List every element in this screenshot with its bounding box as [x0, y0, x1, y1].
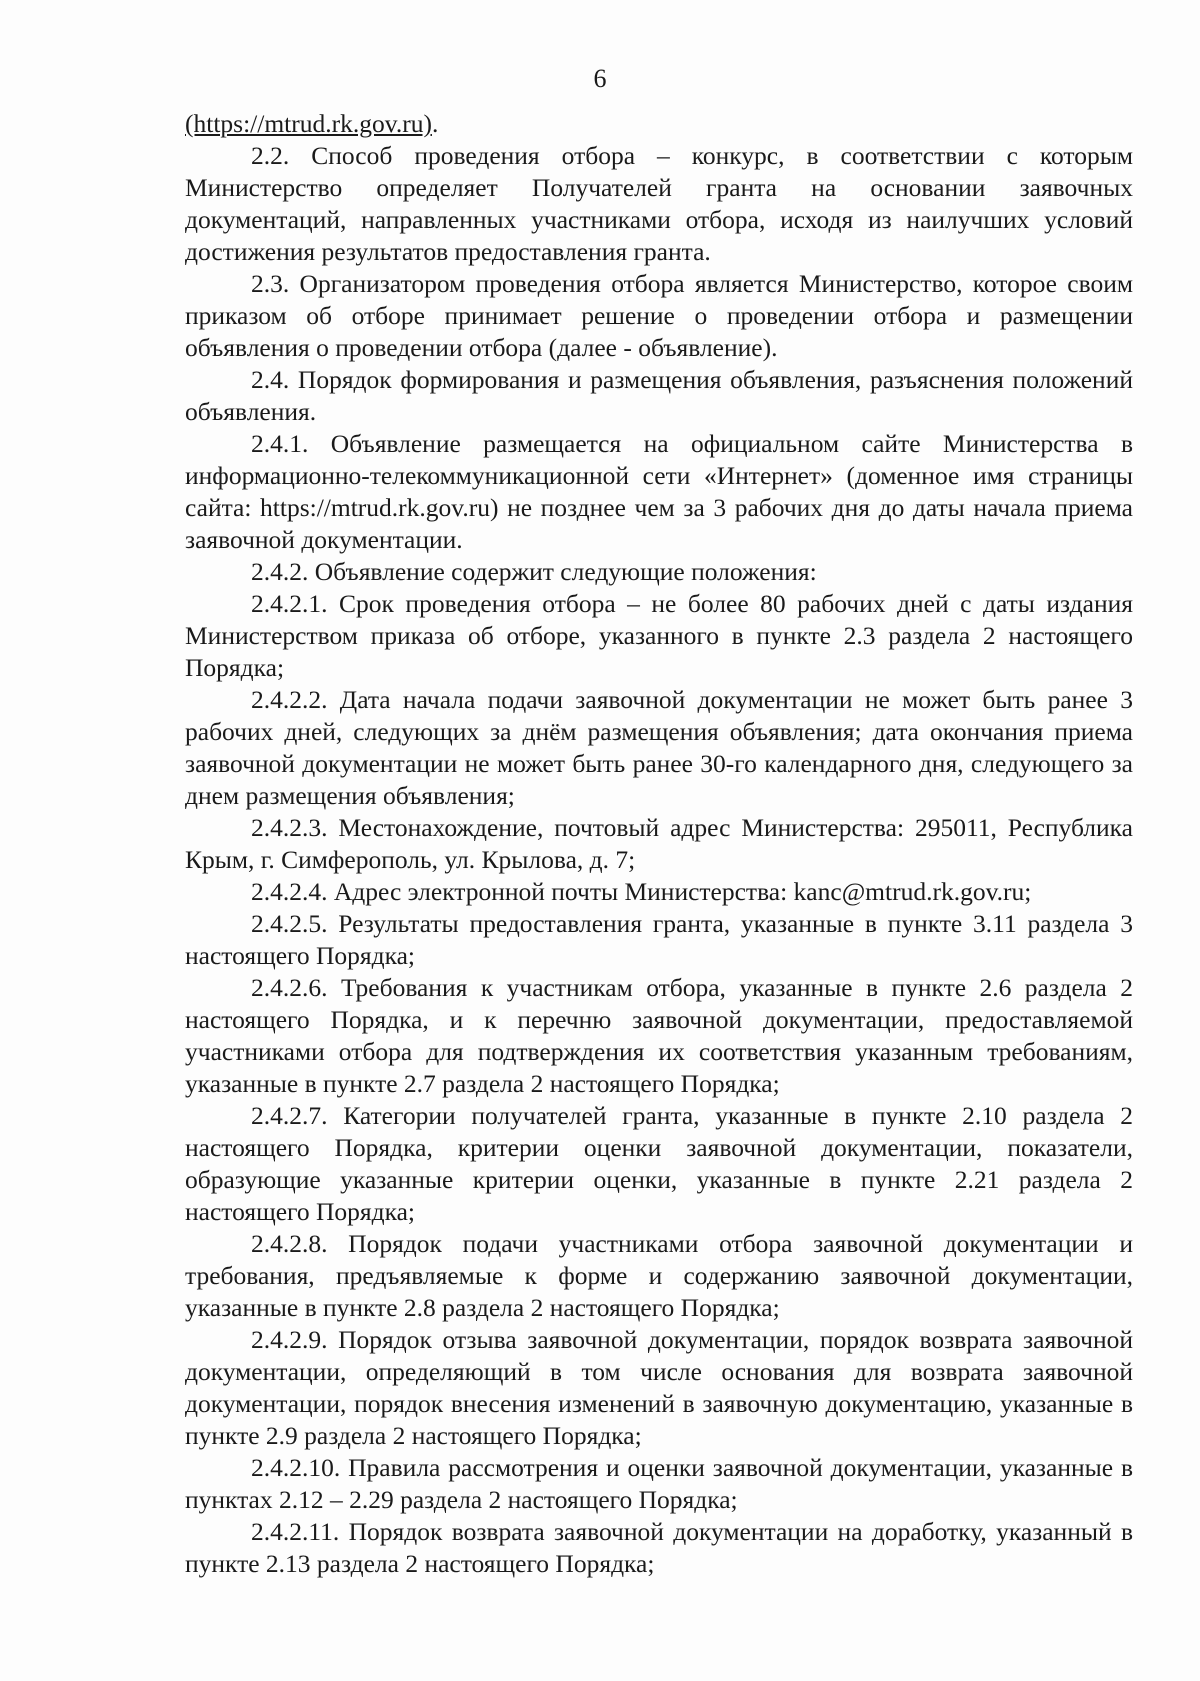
- paragraph-2-4-2-3: 2.4.2.3. Местонахождение, почтовый адрес Министерства: 295011, Республика Крым, г. Симферополь, ул. Крылова, д. 7;: [185, 813, 1133, 874]
- paragraph-2-4-2-6: 2.4.2.6. Требования к участникам отбора, указанные в пункте 2.6 раздела 2 настоящего Порядка, и к перечню заявочной документации, предоставляемой участниками отбора для подтверждения их соответствия указанным требованиям, указанные в пункте 2.7 раздела 2 настоящего Порядка;: [185, 973, 1133, 1098]
- paragraph-2-4-2-5: 2.4.2.5. Результаты предоставления гранта, указанные в пункте 3.11 раздела 3 настоящего Порядка;: [185, 909, 1133, 970]
- page-number: 6: [593, 64, 607, 93]
- paragraph-2-4: 2.4. Порядок формирования и размещения объявления, разъяснения положений объявления.: [185, 365, 1133, 426]
- paragraph-2-4-2-7: 2.4.2.7. Категории получателей гранта, указанные в пункте 2.10 раздела 2 настоящего Порядка, критерии оценки заявочной документации, показатели, образующие указанные критерии оценки, указанные в пункте 2.21 раздела 2 настоящего Порядка;: [185, 1101, 1133, 1226]
- paragraph-2-4-2-9: 2.4.2.9. Порядок отзыва заявочной документации, порядок возврата заявочной документации, определяющий в том числе основания для возврата заявочной документации, порядок внесения изменений в заявочную документацию, указанные в пункте 2.9 раздела 2 настоящего Порядка;: [185, 1325, 1133, 1450]
- paragraph-2-4-2-10: 2.4.2.10. Правила рассмотрения и оценки заявочной документации, указанные в пунктах 2.12 – 2.29 раздела 2 настоящего Порядка;: [185, 1453, 1133, 1514]
- website-link[interactable]: (https://mtrud.rk.gov.ru): [185, 109, 432, 138]
- paragraph-2-4-2: 2.4.2. Объявление содержит следующие положения:: [251, 557, 817, 586]
- paragraph-2-2: 2.2. Способ проведения отбора – конкурс, в соответствии с которым Министерство определяет Получателей гранта на основании заявочных документаций, направленных участниками отбора, исходя из наилучших условий достижения результатов предоставления гранта.: [185, 141, 1133, 266]
- paragraph-site-link: [185, 108, 1133, 140]
- paragraph-text: .: [431, 109, 439, 138]
- document-body: [185, 108, 1133, 1580]
- paragraph-2-4-2-2: 2.4.2.2. Дата начала подачи заявочной документации не может быть ранее 3 рабочих дней, следующих за днём размещения объявления; дата окончания приема заявочной документации не может быть ранее 30-го календарного дня, следующего за днем размещения объявления;: [185, 685, 1133, 810]
- paragraph-2-4-2-4: 2.4.2.4. Адрес электронной почты Министерства: kanc@mtrud.rk.gov.ru;: [251, 877, 1032, 906]
- paragraph-2-4-1: 2.4.1. Объявление размещается на официальном сайте Министерства в информационно-телекоммуникационной сети «Интернет» (доменное имя страницы сайта: https://mtrud.rk.gov.ru) не позднее чем за 3 рабочих дня до даты начала приема заявочной документации.: [185, 429, 1133, 554]
- paragraph-2-3: 2.3. Организатором проведения отбора является Министерство, которое своим приказом об отборе принимает решение о проведении отбора и размещении объявления о проведении отбора (далее - объявление).: [185, 269, 1133, 362]
- paragraph-2-4-2-8: 2.4.2.8. Порядок подачи участниками отбора заявочной документации и требования, предъявляемые к форме и содержанию заявочной документации, указанные в пункте 2.8 раздела 2 настоящего Порядка;: [185, 1229, 1133, 1322]
- paragraph-2-4-2-1: 2.4.2.1. Срок проведения отбора – не более 80 рабочих дней с даты издания Министерством приказа об отборе, указанного в пункте 2.3 раздела 2 настоящего Порядка;: [185, 589, 1133, 682]
- paragraph-2-4-2-11: 2.4.2.11. Порядок возврата заявочной документации на доработку, указанный в пункте 2.13 раздела 2 настоящего Порядка;: [185, 1517, 1133, 1578]
